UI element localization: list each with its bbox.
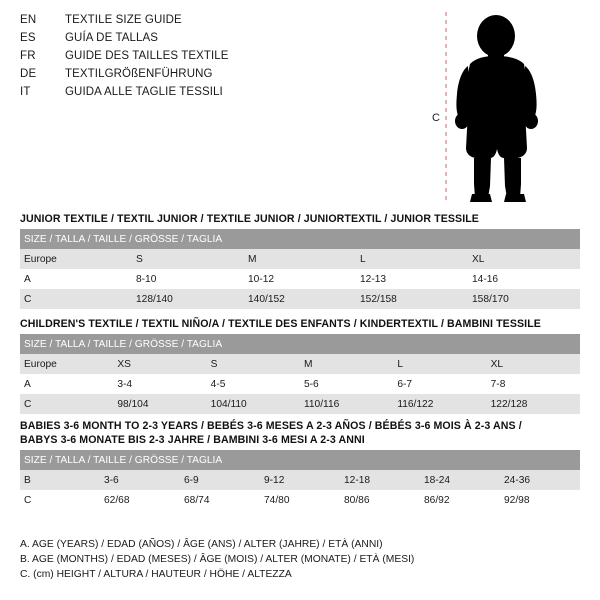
cell: 24-36 [500, 470, 580, 490]
table-header-label: SIZE / TALLA / TAILLE / GRÖSSE / TAGLIA [20, 229, 580, 249]
footnote-list [20, 537, 580, 582]
row-label: Europe [20, 249, 132, 269]
table-row [20, 354, 580, 374]
size-table-junior [20, 229, 580, 309]
table-row [20, 374, 580, 394]
cell: 116/122 [393, 394, 486, 414]
cell: S [132, 249, 244, 269]
footnote-height-cm: C. (cm) HEIGHT / ALTURA / HAUTEUR / HÖHE / ALTEZZA [20, 569, 292, 580]
cell: 10-12 [244, 269, 356, 289]
cell: 7-8 [487, 374, 580, 394]
language-title-list [20, 14, 450, 104]
cell: 80/86 [340, 490, 420, 510]
section-babies-textile [20, 420, 580, 510]
size-table-babies [20, 450, 580, 510]
row-label: B [20, 470, 100, 490]
language-title: GUÍA DE TALLAS [65, 32, 159, 44]
cell: 158/170 [468, 289, 580, 309]
cell: XL [487, 354, 580, 374]
row-label: Europe [20, 354, 113, 374]
cell: XL [468, 249, 580, 269]
language-title: GUIDE DES TAILLES TEXTILE [65, 50, 229, 62]
footnote-age-years: A. AGE (YEARS) / EDAD (AÑOS) / ÂGE (ANS) / ALTER (JAHRE) / ETÀ (ANNI) [20, 539, 383, 550]
cell: 6-9 [180, 470, 260, 490]
figure-height-label: C [432, 112, 440, 124]
child-silhouette-icon [430, 8, 590, 208]
row-label: A [20, 269, 132, 289]
language-code: EN [20, 14, 37, 26]
cell: 122/128 [487, 394, 580, 414]
table-header-label: SIZE / TALLA / TAILLE / GRÖSSE / TAGLIA [20, 334, 580, 354]
table-row [20, 470, 580, 490]
cell: 86/92 [420, 490, 500, 510]
section-childrens-textile [20, 318, 580, 414]
cell: 8-10 [132, 269, 244, 289]
row-label: A [20, 374, 113, 394]
table-header-label: SIZE / TALLA / TAILLE / GRÖSSE / TAGLIA [20, 450, 580, 470]
cell: 128/140 [132, 289, 244, 309]
size-table-children [20, 334, 580, 414]
cell: 9-12 [260, 470, 340, 490]
language-code: IT [20, 86, 31, 98]
cell: L [356, 249, 468, 269]
language-row [20, 86, 450, 104]
cell: M [244, 249, 356, 269]
language-code: DE [20, 68, 37, 80]
section-junior-textile [20, 213, 580, 309]
cell: 98/104 [113, 394, 206, 414]
row-label: C [20, 394, 113, 414]
table-row [20, 289, 580, 309]
cell: 12-13 [356, 269, 468, 289]
measurement-figure [430, 8, 590, 208]
section-title-line-1: BABIES 3-6 MONTH TO 2-3 YEARS / BEBÉS 3-6 MESES A 2-3 AÑOS / BÉBÉS 3-6 MOIS À 2-3 ANS / [20, 420, 522, 432]
cell: 152/158 [356, 289, 468, 309]
language-row [20, 32, 450, 50]
cell: 5-6 [300, 374, 393, 394]
row-label: C [20, 490, 100, 510]
cell: 4-5 [207, 374, 300, 394]
language-row [20, 50, 450, 68]
cell: 18-24 [420, 470, 500, 490]
section-title: JUNIOR TEXTILE / TEXTIL JUNIOR / TEXTILE JUNIOR / JUNIORTEXTIL / JUNIOR TESSILE [20, 213, 479, 225]
cell: 14-16 [468, 269, 580, 289]
language-title: TEXTILE SIZE GUIDE [65, 14, 182, 26]
cell: L [393, 354, 486, 374]
language-row [20, 68, 450, 86]
cell: 74/80 [260, 490, 340, 510]
table-header-row [20, 334, 580, 354]
language-title: GUIDA ALLE TAGLIE TESSILI [65, 86, 223, 98]
table-header-row [20, 450, 580, 470]
table-row [20, 269, 580, 289]
cell: M [300, 354, 393, 374]
footnote-age-months: B. AGE (MONTHS) / EDAD (MESES) / ÂGE (MOIS) / ALTER (MONATE) / ETÀ (MESI) [20, 554, 415, 565]
cell: 12-18 [340, 470, 420, 490]
cell: 6-7 [393, 374, 486, 394]
cell: 110/116 [300, 394, 393, 414]
table-row [20, 490, 580, 510]
cell: 3-6 [100, 470, 180, 490]
table-row [20, 394, 580, 414]
table-header-row [20, 229, 580, 249]
language-code: FR [20, 50, 36, 62]
cell: XS [113, 354, 206, 374]
section-title-line-2: BABYS 3-6 MONATE BIS 2-3 JAHRE / BAMBINI 3-6 MESI A 2-3 ANNI [20, 434, 365, 446]
cell: S [207, 354, 300, 374]
language-row [20, 14, 450, 32]
cell: 3-4 [113, 374, 206, 394]
language-code: ES [20, 32, 36, 44]
cell: 68/74 [180, 490, 260, 510]
language-title: TEXTILGRÖßENFÜHRUNG [65, 68, 213, 80]
row-label: C [20, 289, 132, 309]
cell: 140/152 [244, 289, 356, 309]
cell: 92/98 [500, 490, 580, 510]
cell: 104/110 [207, 394, 300, 414]
table-row [20, 249, 580, 269]
section-title: CHILDREN'S TEXTILE / TEXTIL NIÑO/A / TEXTILE DES ENFANTS / KINDERTEXTIL / BAMBINI TESSILE [20, 318, 541, 330]
cell: 62/68 [100, 490, 180, 510]
